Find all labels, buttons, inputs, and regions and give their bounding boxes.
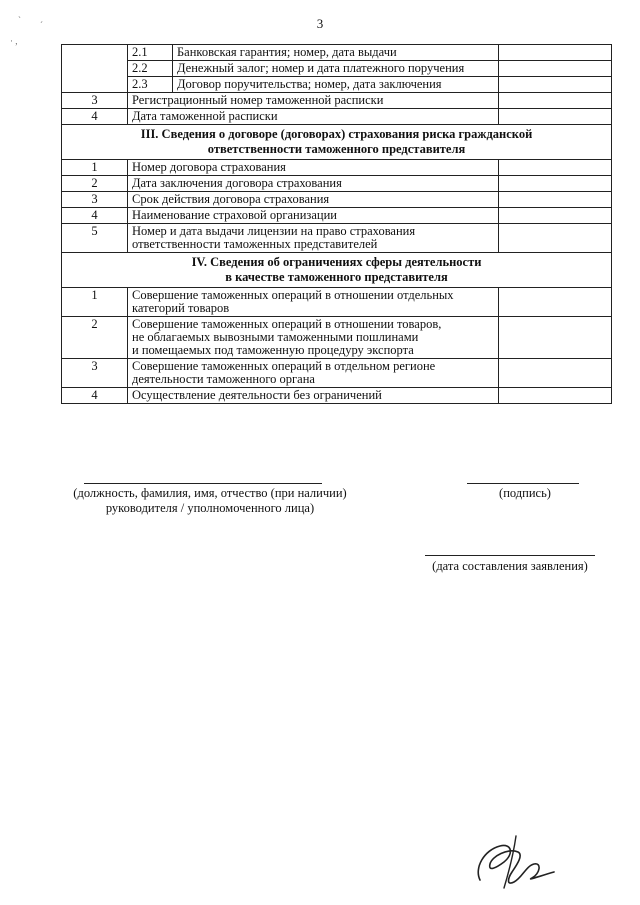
value-cell[interactable] xyxy=(499,61,612,77)
section-header xyxy=(62,125,612,160)
row-label: Денежный залог; номер и дата платежного поручения xyxy=(173,61,499,77)
position-signature-line[interactable] xyxy=(84,483,322,484)
signature-caption: (подпись) xyxy=(499,486,551,500)
row-label: Наименование страховой организации xyxy=(128,208,499,224)
row-label xyxy=(128,288,499,317)
row-label: Срок действия договора страхования xyxy=(128,192,499,208)
position-caption-line: (должность, фамилия, имя, отчество (при наличии) xyxy=(73,486,347,500)
row-label xyxy=(128,359,499,388)
row-label: Осуществление деятельности без ограничений xyxy=(128,388,499,404)
row-label-line: деятельности таможенного органа xyxy=(132,372,315,386)
table-row xyxy=(62,388,612,404)
value-cell[interactable] xyxy=(499,288,612,317)
application-table xyxy=(61,44,612,404)
table-row xyxy=(62,77,612,93)
value-cell[interactable] xyxy=(499,317,612,359)
table-row xyxy=(62,359,612,388)
table-row xyxy=(62,176,612,192)
row-label: Регистрационный номер таможенной расписки xyxy=(128,93,499,109)
section-title-line: IV. Сведения об ограничениях сферы деятельности xyxy=(191,255,482,269)
position-caption xyxy=(40,486,380,516)
signature-line[interactable] xyxy=(467,483,579,484)
row-label: Дата заключения договора страхования xyxy=(128,176,499,192)
row-label-line: категорий товаров xyxy=(132,301,230,315)
section-title-line: ответственности таможенного представителя xyxy=(207,142,466,156)
date-caption: (дата составления заявления) xyxy=(432,559,588,573)
section-header xyxy=(62,253,612,288)
table-row xyxy=(62,160,612,176)
table-row xyxy=(62,288,612,317)
table-row xyxy=(62,317,612,359)
row-number: 4 xyxy=(62,388,128,404)
table-row xyxy=(62,224,612,253)
value-cell[interactable] xyxy=(499,109,612,125)
scan-speck: ˎ xyxy=(18,8,21,18)
row-number: 1 xyxy=(62,160,128,176)
row-number: 2 xyxy=(62,176,128,192)
row-number: 2 xyxy=(62,317,128,359)
section-title xyxy=(62,125,612,160)
section-title xyxy=(62,253,612,288)
section-title-line: в качестве таможенного представителя xyxy=(225,270,448,284)
empty-cell xyxy=(62,45,128,93)
row-number: 3 xyxy=(62,93,128,109)
scan-speck: · , xyxy=(10,36,18,46)
row-label: Банковская гарантия; номер, дата выдачи xyxy=(173,45,499,61)
value-cell[interactable] xyxy=(499,359,612,388)
section-title-line: III. Сведения о договоре (договорах) страхования риска гражданской xyxy=(140,127,533,141)
row-number: 4 xyxy=(62,208,128,224)
value-cell[interactable] xyxy=(499,176,612,192)
table-row xyxy=(62,192,612,208)
row-number: 1 xyxy=(62,288,128,317)
date-line[interactable] xyxy=(425,555,595,556)
table-row xyxy=(62,208,612,224)
scan-speck: ˊ xyxy=(40,20,43,30)
position-caption-line: руководителя / уполномоченного лица) xyxy=(105,501,315,515)
row-label xyxy=(128,317,499,359)
table-row xyxy=(62,61,612,77)
row-label-line: Номер и дата выдачи лицензии на право страхования xyxy=(132,224,416,238)
row-number: 3 xyxy=(62,192,128,208)
value-cell[interactable] xyxy=(499,160,612,176)
table-row xyxy=(62,45,612,61)
value-cell[interactable] xyxy=(499,224,612,253)
row-number: 3 xyxy=(62,359,128,388)
value-cell[interactable] xyxy=(499,192,612,208)
row-number: 4 xyxy=(62,109,128,125)
value-cell[interactable] xyxy=(499,208,612,224)
row-label-line: Совершение таможенных операций в отношении товаров, xyxy=(132,317,442,331)
row-number: 2.1 xyxy=(128,45,173,61)
row-label-line: Совершение таможенных операций в отношении отдельных xyxy=(132,288,454,302)
row-number: 2.2 xyxy=(128,61,173,77)
row-number: 2.3 xyxy=(128,77,173,93)
value-cell[interactable] xyxy=(499,93,612,109)
row-label: Номер договора страхования xyxy=(128,160,499,176)
row-label-line: и помещаемых под таможенную процедуру экспорта xyxy=(132,343,414,357)
value-cell[interactable] xyxy=(499,77,612,93)
table-row xyxy=(62,109,612,125)
row-number: 5 xyxy=(62,224,128,253)
value-cell[interactable] xyxy=(499,45,612,61)
row-label: Дата таможенной расписки xyxy=(128,109,499,125)
row-label xyxy=(128,224,499,253)
page-number: 3 xyxy=(316,16,324,31)
handwritten-signature xyxy=(470,828,560,892)
row-label-line: Совершение таможенных операций в отдельном регионе xyxy=(132,359,436,373)
row-label: Договор поручительства; номер, дата заключения xyxy=(173,77,499,93)
row-label-line: не облагаемых вывозными таможенными пошлинами xyxy=(132,330,419,344)
table-row xyxy=(62,93,612,109)
value-cell[interactable] xyxy=(499,388,612,404)
row-label-line: ответственности таможенных представителей xyxy=(132,237,378,251)
